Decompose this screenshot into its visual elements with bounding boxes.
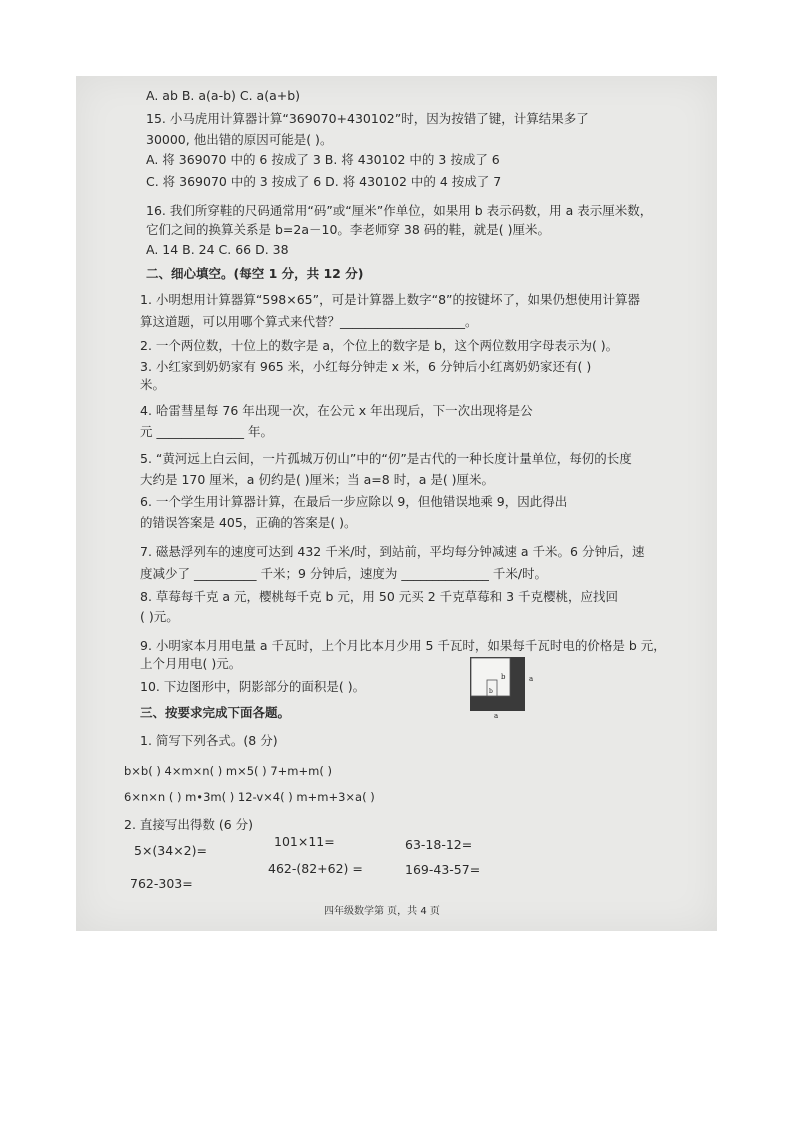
calc-4: 462-(82+62) =	[268, 861, 363, 876]
fill-7-line-1: 7. 磁悬浮列车的速度可达到 432 千米/时，到站前，平均每分钟减速 a 千米。6 分钟后，速	[140, 544, 645, 559]
calc-2: 101×11=	[274, 834, 335, 849]
q15-option-ab: A. 将 369070 中的 6 按成了 3 B. 将 430102 中的 3 按成了 6	[146, 152, 500, 167]
label-a-side: a	[529, 675, 534, 683]
fill-4-line-2: 元 ______________ 年。	[140, 424, 273, 439]
shaded-area-figure	[470, 657, 534, 719]
fill-4-line-1: 4. 哈雷彗星每 76 年出现一次，在公元 x 年出现后，下一次出现将是公	[140, 403, 533, 418]
label-inner-b: b	[489, 688, 493, 695]
fill-9-line-2: 上个月用电( )元。	[140, 656, 242, 671]
calc-1: 5×(34×2)=	[134, 843, 207, 858]
q16-line-1: 16. 我们所穿鞋的尺码通常用“码”或“厘米”作单位，如果用 b 表示码数，用 a 表示厘米数，	[146, 203, 653, 218]
section-2-heading: 二、细心填空。(每空 1 分，共 12 分)	[146, 266, 364, 281]
q15-line-1: 15. 小马虎用计算器计算“369070+430102”时，因为按错了键，计算结果多了	[146, 111, 589, 126]
part-2-heading: 2. 直接写出得数 (6 分)	[124, 817, 254, 832]
fill-10: 10. 下边图形中，阴影部分的面积是( )。	[140, 679, 366, 694]
part-1-heading: 1. 简写下列各式。(8 分)	[140, 733, 278, 748]
fill-9-line-1: 9. 小明家本月用电量 a 千瓦时，上个月比本月少用 5 千瓦时，如果每千瓦时电的价格是 b 元，	[140, 638, 666, 653]
fill-3-line-1: 3. 小红家到奶奶家有 965 米，小红每分钟走 x 米，6 分钟后小红离奶奶家还有( )	[140, 359, 592, 374]
fill-5-line-1: 5. “黄河远上白云间，一片孤城万仞山”中的“仞”是古代的一种长度计量单位，每仞的长度	[140, 451, 632, 466]
fill-6-line-1: 6. 一个学生用计算器计算，在最后一步应除以 9，但他错误地乘 9，因此得出	[140, 494, 568, 509]
calc-5: 169-43-57=	[405, 862, 481, 877]
calc-3: 63-18-12=	[405, 837, 473, 852]
label-a-bottom: a	[494, 712, 499, 719]
fill-3-line-2: 米。	[140, 377, 166, 392]
fill-7-line-2: 度减少了 __________ 千米；9 分钟后，速度为 ______________ 千米/时。	[140, 566, 548, 581]
fill-8-line-2: ( )元。	[140, 609, 179, 624]
fill-6-line-2: 的错误答案是 405，正确的答案是( )。	[140, 515, 357, 530]
fill-2: 2. 一个两位数，十位上的数字是 a，个位上的数字是 b，这个两位数用字母表示为( )。	[140, 338, 619, 353]
fill-1-line-2: 算这道题，可以用哪个算式来代替？____________________。	[140, 314, 478, 329]
q15-option-cd: C. 将 369070 中的 3 按成了 6 D. 将 430102 中的 4 按成了 7	[146, 174, 502, 189]
page-footer: 四年级数学第 页，共 4 页	[324, 906, 440, 917]
label-b: b	[501, 673, 506, 681]
q14-options: A. ab B. a(a-b) C. a(a+b)	[146, 88, 301, 103]
section-3-heading: 三、按要求完成下面各题。	[140, 705, 291, 720]
fill-8-line-1: 8. 草莓每千克 a 元，樱桃每千克 b 元，用 50 元买 2 千克草莓和 3 千克樱桃，应找回	[140, 589, 619, 604]
q16-line-2: 它们之间的换算关系是 b=2a－10。李老师穿 38 码的鞋，就是( )厘米。	[146, 222, 550, 237]
q15-line-2: 30000, 他出错的原因可能是( )。	[146, 132, 333, 147]
fill-5-line-2: 大约是 170 厘米，a 仞约是( )厘米；当 a=8 时，a 是( )厘米。	[140, 472, 495, 487]
calc-6: 762-303=	[130, 876, 193, 891]
simplify-row-2: 6×n×n ( ) m•3m( ) 12-v×4( ) m+m+3×a( )	[124, 790, 375, 804]
q16-options: A. 14 B. 24 C. 66 D. 38	[146, 242, 289, 257]
simplify-row-1: b×b( ) 4×m×n( ) m×5( ) 7+m+m( )	[124, 764, 332, 778]
fill-1-line-1: 1. 小明想用计算器算“598×65”，可是计算器上数字“8”的按键坏了，如果仍想使用计算器	[140, 292, 640, 307]
